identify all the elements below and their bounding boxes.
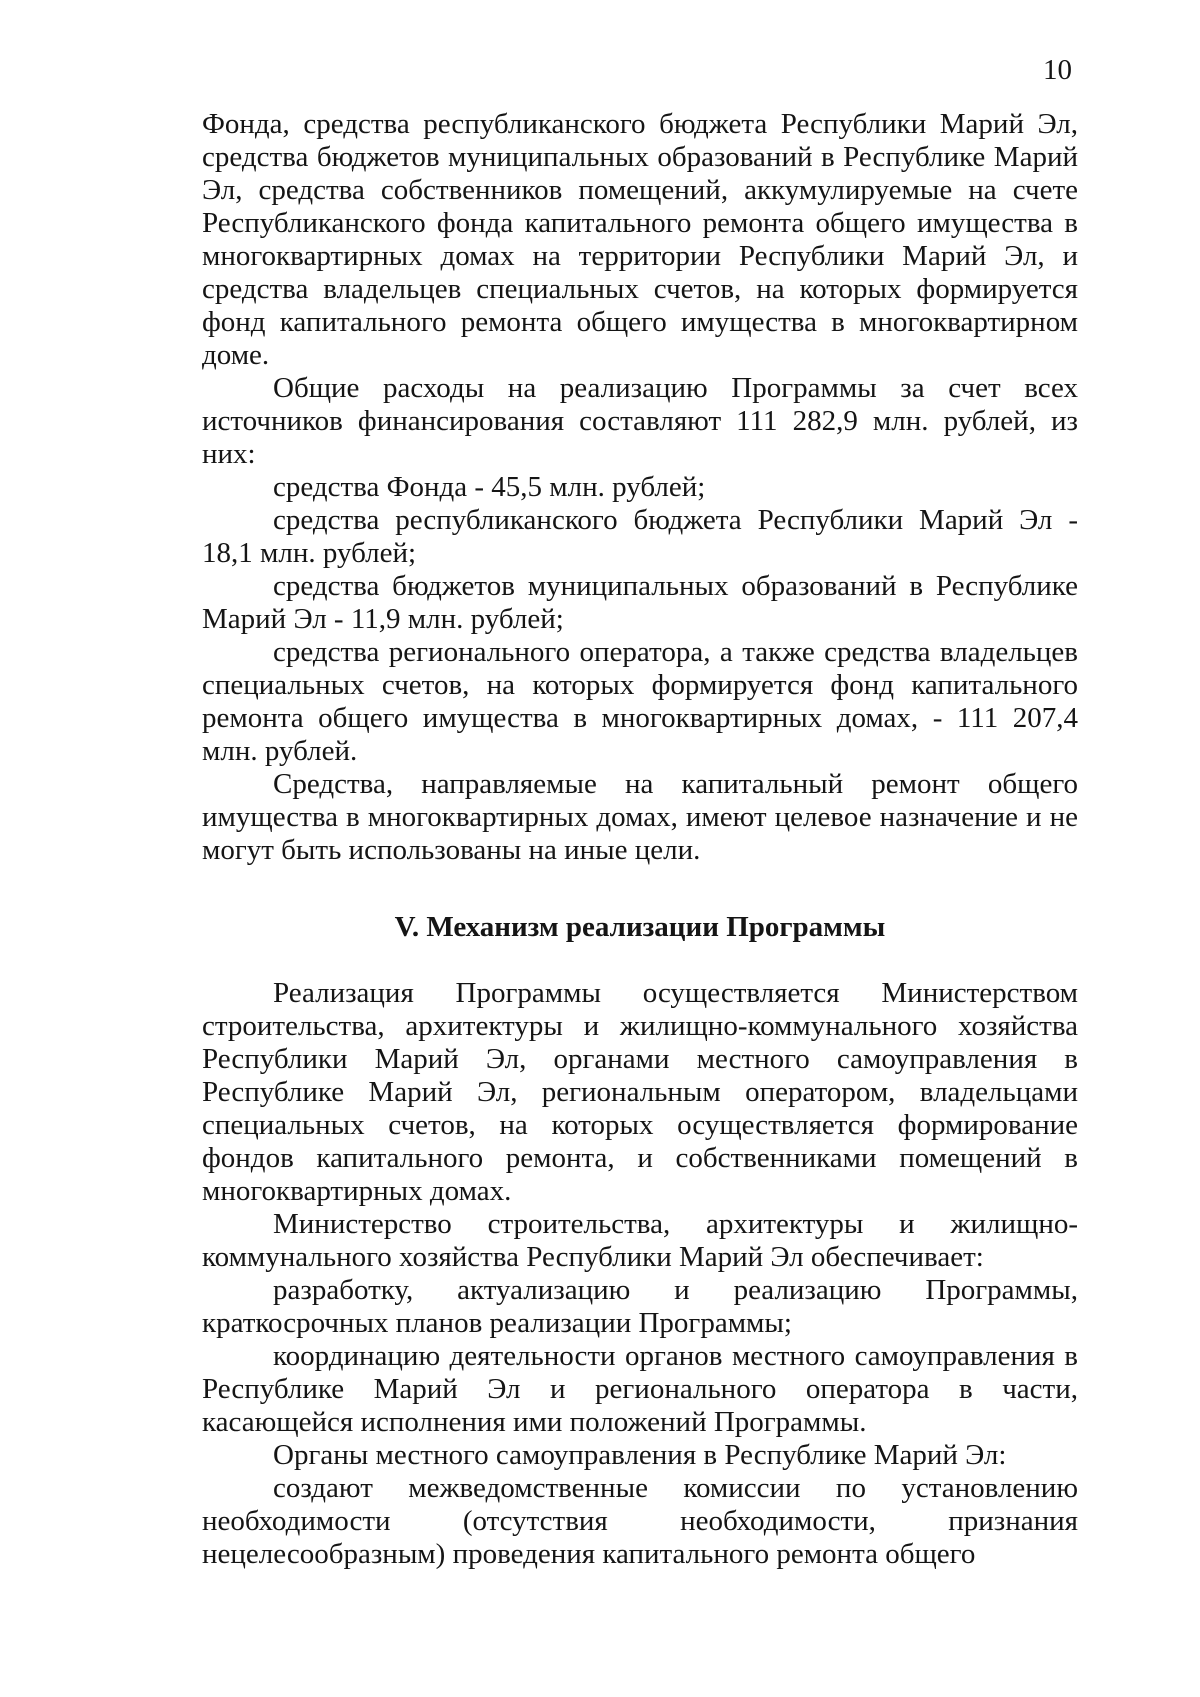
paragraph: Фонда, средства республиканского бюджета Республики Марий Эл, средства бюджетов муниципальных образований в Республике Марий Эл, средства собственников помещений, аккумулируемые на счете Республиканского фонда капитального ремонта общего имущества в многоквартирных домах на территории Республики Марий Эл, и средства владельцев специальных счетов, на которых формируется фонд капитального ремонта общего имущества в многоквартирном доме. <box>202 108 1078 371</box>
paragraph: создают межведомственные комиссии по установлению необходимости (отсутствия необходимости, признания нецелесообразным) проведения капитального ремонта общего <box>202 1472 1078 1570</box>
paragraph: Министерство строительства, архитектуры и жилищно-коммунального хозяйства Республики Марий Эл обеспечивает: <box>202 1208 1078 1273</box>
paragraph: координацию деятельности органов местного самоуправления в Республике Марий Эл и регионального оператора в части, касающейся исполнения ими положений Программы. <box>202 1340 1078 1438</box>
paragraph: Общие расходы на реализацию Программы за счет всех источников финансирования составляют 111 282,9 млн. рублей, из них: <box>202 372 1078 470</box>
paragraph: Средства, направляемые на капитальный ремонт общего имущества в многоквартирных домах, имеют целевое назначение и не могут быть использованы на иные цели. <box>202 768 1078 866</box>
page-number: 10 <box>1043 54 1072 86</box>
paragraph: средства республиканского бюджета Республики Марий Эл - 18,1 млн. рублей; <box>202 504 1078 569</box>
paragraph: Органы местного самоуправления в Республике Марий Эл: <box>273 1439 1007 1471</box>
paragraph: разработку, актуализацию и реализацию Программы, краткосрочных планов реализации Программы; <box>202 1274 1078 1339</box>
paragraph: средства бюджетов муниципальных образований в Республике Марий Эл - 11,9 млн. рублей; <box>202 570 1078 635</box>
paragraph: Реализация Программы осуществляется Министерством строительства, архитектуры и жилищно-коммунального хозяйства Республики Марий Эл, органами местного самоуправления в Республике Марий Эл, региональным оператором, владельцами специальных счетов, на которых осуществляется формирование фондов капитального ремонта, и собственниками помещений в многоквартирных домах. <box>202 977 1078 1207</box>
section-heading: V. Механизм реализации Программы <box>394 911 886 943</box>
paragraph: средства регионального оператора, а также средства владельцев специальных счетов, на которых формируется фонд капитального ремонта общего имущества в многоквартирных домах, - 111 207,4 млн. рублей. <box>202 636 1078 767</box>
document-body <box>202 108 1078 1571</box>
paragraph: средства Фонда - 45,5 млн. рублей; <box>273 471 706 503</box>
